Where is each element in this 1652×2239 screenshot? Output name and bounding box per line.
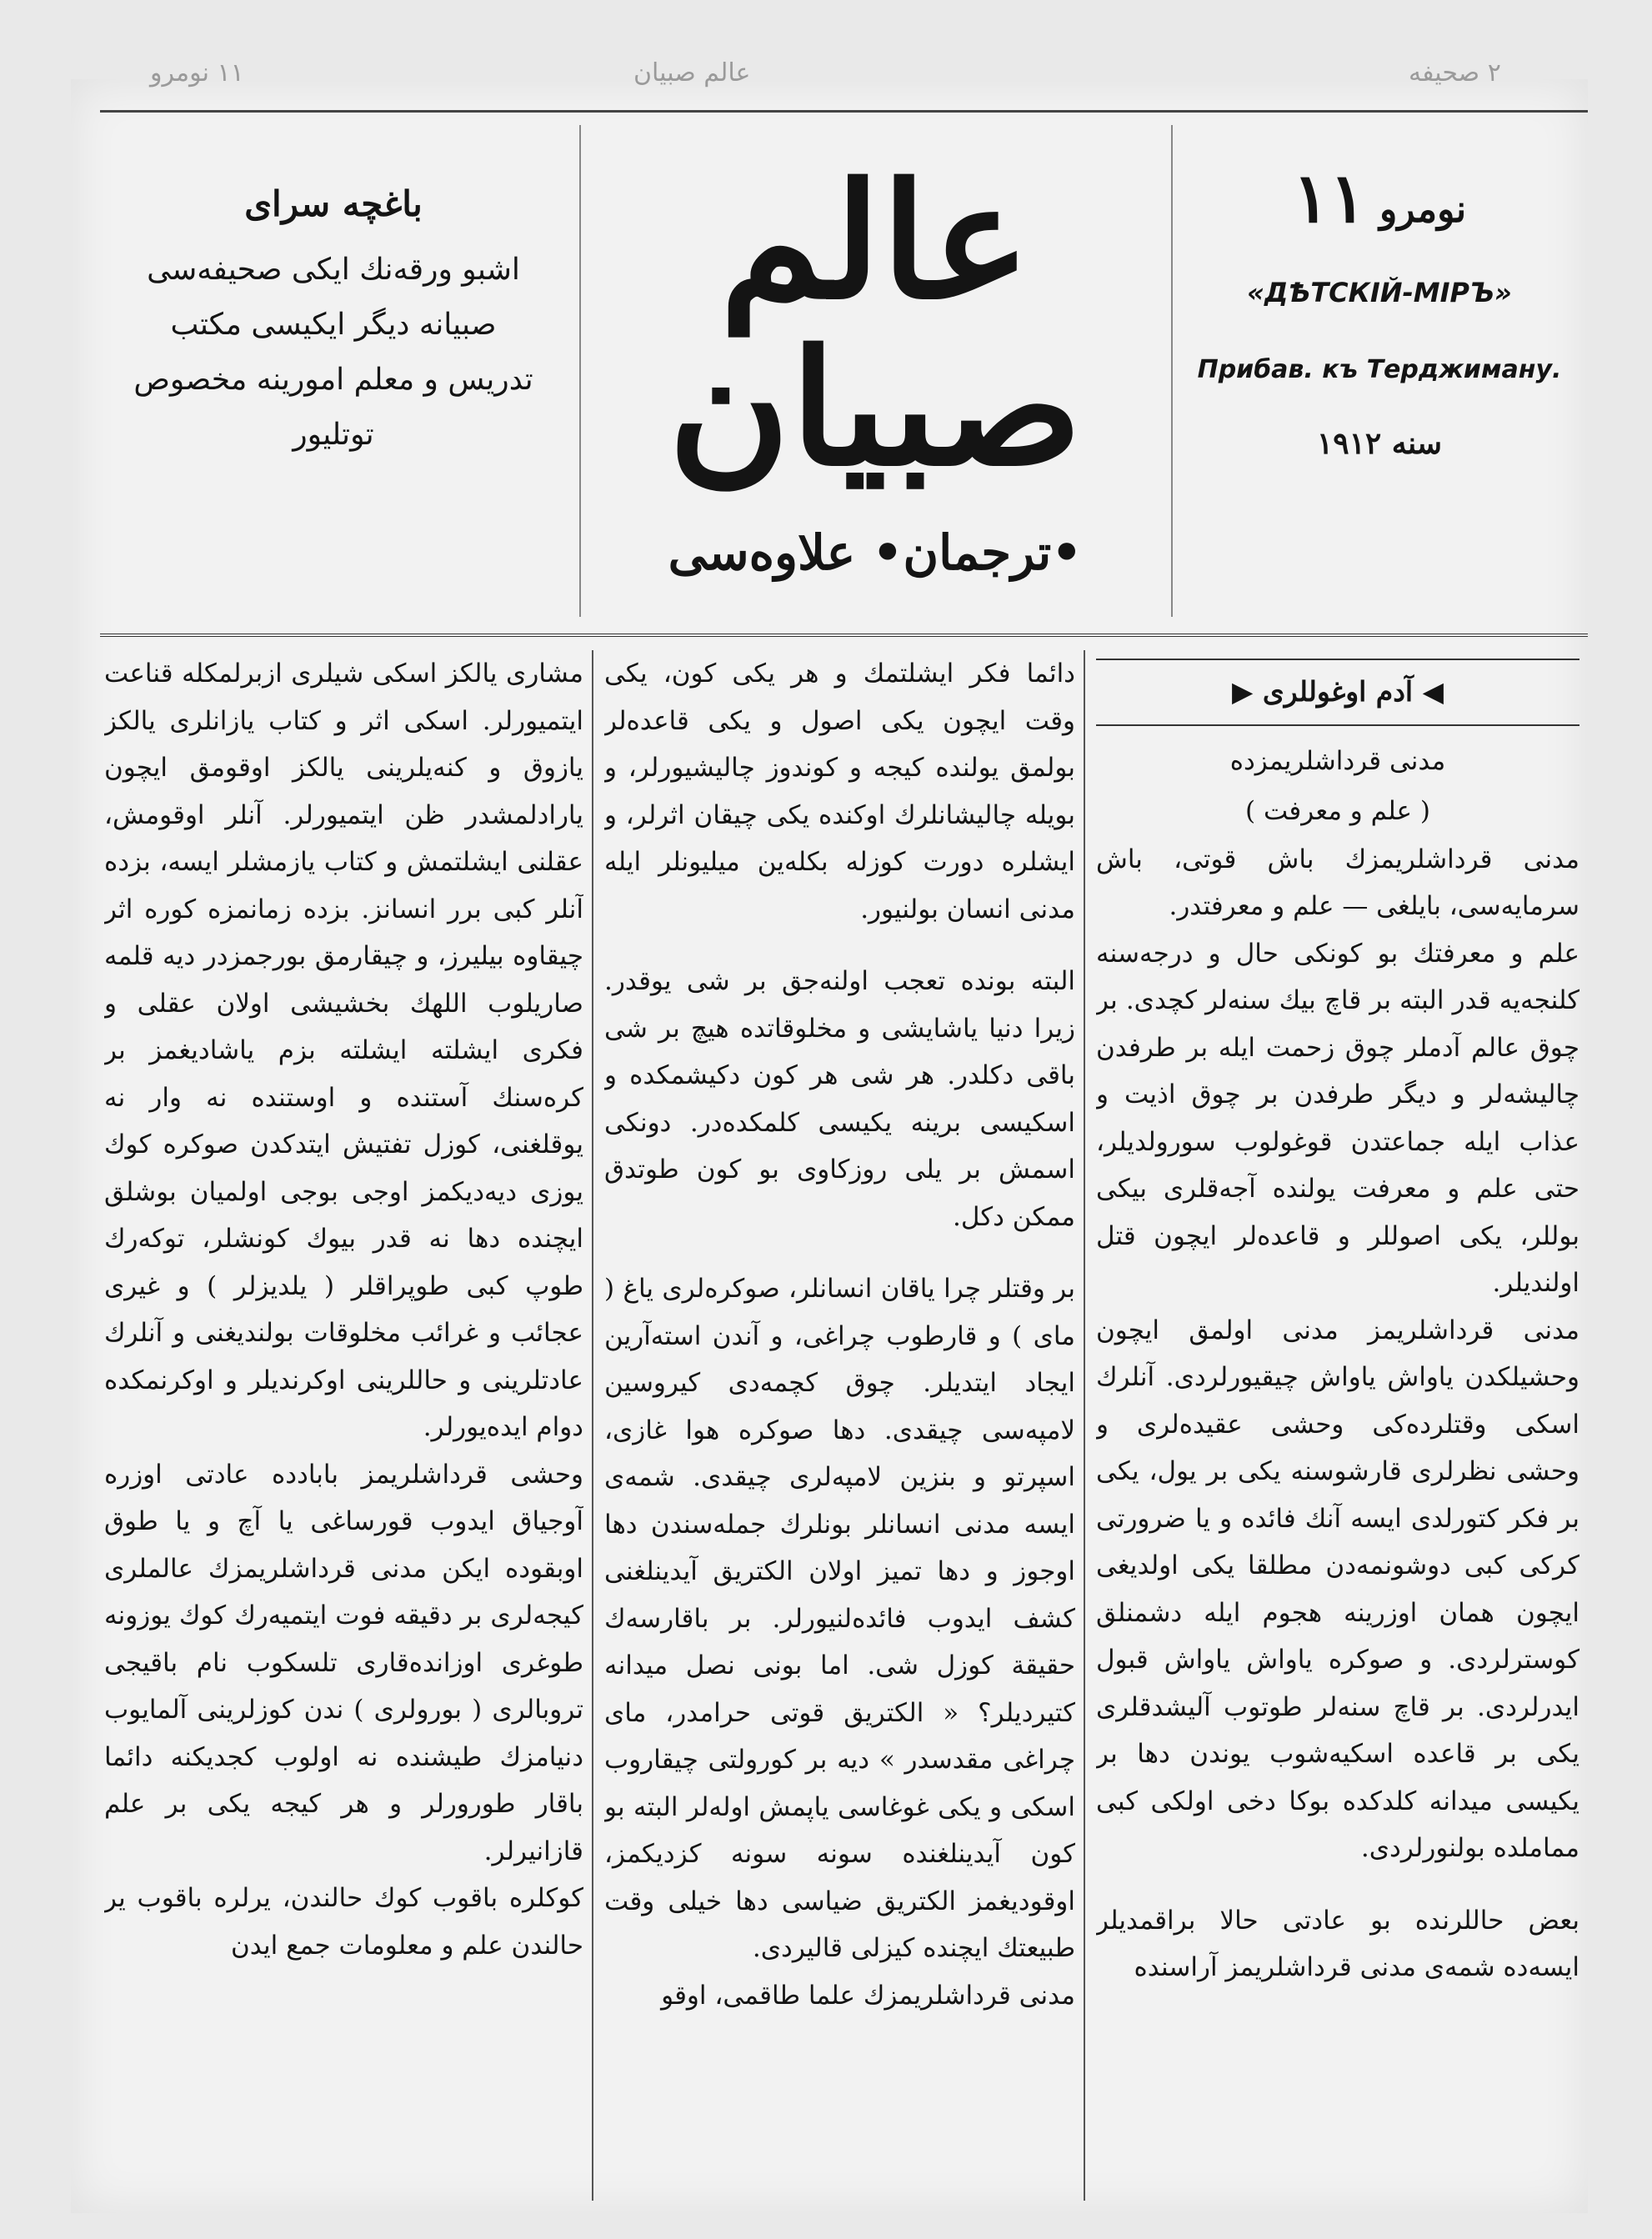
article-columns xyxy=(100,650,1588,2201)
paragraph-gap xyxy=(604,1240,1075,1265)
masthead xyxy=(100,125,1588,625)
masthead-divider xyxy=(1171,125,1173,617)
masthead-left-line: تدریس و معلم امورینه مخصوص xyxy=(133,363,533,397)
top-rule xyxy=(100,110,1588,113)
paragraph: مشاری یالكز اسكی شیلری ازبرلمكله قناعت ایتمیورلر. اسكی اثر و كتاب یازانلری یالكز یازوق و كنه‌یلرینی یالكز اوقومق ایچون یارادلمشدر ظن ایتمیورلر. آنلر اوقومش، عقلنی ایشلتمش و كتاب یازمشلر ایسه، بزده آنلر كبی برر انسانز. بزده زمانمزه كوره اثر چیقاوه بیلیرز، و چیقارمق بورجمزدر دیه قلمه صاریلوب اللهك بخشیشی اولان عقلی و فكری ایشلته ایشلته بزم یاشادیغمز بر كره‌سنك آستنده و اوستنده نه وار نه یوقلغنی، كوزل تفتیش ایتدكدن صوكره كوك یوزی دیه‌دیكمز اوجی بوجی اولمیان بوشلق ایچنده دها نه قدر بیوك كونشلر، توكه‌رك طوپ كبی طوپراقلر ( یلدیزلر ) و غیری عجائب و غرائب مخلوقات بولندیغنی و آنلرك عادتلرینی و حاللرینی اوكرندیلر و اوكرنمكده دوام ایده‌یورلر. xyxy=(104,659,583,1442)
issue-line xyxy=(1184,158,1575,238)
masthead-left-line: صبیانه دیگر ایكیسی مكتب xyxy=(170,308,497,342)
paragraph: بر وقتلر چرا یاقان انسانلر، صوكره‌لری یاغ ( مای ) و قارطوب چراغی، و آندن استه‌آرین ایجاد ایتدیلر. چوق كچمه‌دی كیروسین لامپه‌سی چیقدی. دها صوكره هوا غازی، اسپرتو و بنزین لامپه‌لری چیقدی. شمه‌ی ایسه مدنی انسانلر بونلرك جمله‌سندن دها اوجوز و دها تمیز اولان الكتریق آیدینلغنی كشف ایدوب فائده‌لنیورلر. بر باقارسه‌ك حقیقة كوزل شی. اما بونی نصل میدانه كتیردیلر؟ « الكتریق قوتی حرامدر، مای چراغی مقدسدر » دیه بر كورولتی چیقاروب اسكی و یكی غوغاسی یاپمش اوله‌لر البته بو كون آیدینلغنده سونه سونه كزدیكمز، اوقودیغمز الكتریق ضیاسی دها خیلی وقت طبیعتك ایچنده كیزلی قالیردی. xyxy=(604,1274,1075,1963)
column-middle xyxy=(604,650,1075,2201)
russian-subtitle: Прибав. къ Терджиману. xyxy=(1197,355,1562,384)
paragraph: مدنی قرداشلریمزك باش قوتی، باش سرمایه‌سی، بایلغی — علم و معرفتدر. xyxy=(1096,844,1579,921)
masthead-title-block xyxy=(583,148,1167,581)
issue-label: نومرو xyxy=(1379,188,1467,231)
newspaper-title: عالم صبیان xyxy=(668,148,1083,501)
paragraph-gap xyxy=(604,933,1075,958)
newspaper-subtitle: •ترجمان• علاوه‌سی xyxy=(668,524,1083,581)
russian-title: «ДѢТСКІЙ-МІРЪ» xyxy=(1247,277,1512,308)
faint-header-center: عالم صبیان xyxy=(633,58,751,88)
paragraph: دائما فكر ایشلتمك و هر یكی كون، یكی وقت ایچون یكی اصول و یكی قاعده‌لر بولمق یولنده كیجه و كوندوز چالیشیورلر، و بویله چالیشانلرك اوكنده یكی چیقان اثرلر، و ایشلره دورت كوزله بكله‌ین میلیونلر ایله مدنی انسان بولنیور. xyxy=(604,659,1075,924)
masthead-right-box xyxy=(1184,158,1575,461)
paragraph: مدنی قرداشلریمزك علما طاقمی، اوقو xyxy=(661,1980,1075,2011)
paragraph: البته بونده تعجب اولنه‌جق بر شی یوقدر. زیرا دنیا یاشایشی و مخلوقاتده هیچ بر شی باقی دكلدر. هر شی هر كون دكیشمكده و اسكیسی برینه یكیسی كلمكده‌در. دونكی اسمش بر یلی روزكاوی بو كون طوتدق ممكن دكل. xyxy=(604,966,1075,1232)
paragraph: وحشی قرداشلریمز بابادده عادتی اوزره آوجیاق ایدوب قورساغی یا آچ و یا طوق اوبقوده ایكن مدنی قرداشلریمزك عالملری كیجه‌لری بر دقیقه فوت ایتمیه‌رك كوك یوزونه طوغری اوزانده‌قاری تلسكوب نام باقیجی تروبالری ( بورولری ) ندن كوزلرینی آلمایوب دنیامزك طیشنده نه اولوب كجدیكنه دائما باقار طورورلر و هر كیجه یكی بر علم قازانیرلر. xyxy=(104,1459,583,1866)
column-heading: ◀ آدم اوغوللری ▶ xyxy=(1096,659,1579,726)
masthead-left-title: باغچه سرای xyxy=(244,183,423,224)
masthead-left-box xyxy=(100,183,567,463)
column-left xyxy=(104,650,583,2201)
column-right xyxy=(1096,650,1579,2201)
column-divider xyxy=(592,650,593,2201)
masthead-left-line: توتلیور xyxy=(293,418,374,452)
column-divider xyxy=(1084,650,1085,2201)
paragraph: بعض حاللرنده بو عادتی حالا براقمدیلر ایسه‌ده شمه‌ی مدنی قرداشلریمز آراسنده xyxy=(1096,1905,1579,1982)
section-heading: مدنی قرداشلریمزده xyxy=(1229,745,1446,776)
paragraph: علم و معرفتك بو كونكی حال و درجه‌سنه كلنجه‌یه قدر البته بر قاچ بیك سنه‌لر كچدی. بر چوق عالم آدملر چوق زحمت ایله بر طرفدن چالیشه‌لر و دیگر طرفدن بر چوق اذیت و عذاب ایله جماعتدن قوغولوب سورولدیلر، حتی علم و معرفت یولنده آجه‌قلری بیكی بوللر، یكی اصوللر و قاعده‌لر ایچون قتل اولندیلر. xyxy=(1096,938,1579,1298)
section-subheading: ( علم و معرفت ) xyxy=(1245,795,1430,826)
paragraph: كوكلره باقوب كوك حالندن، یرلره باقوب یر حالندن علم و معلومات جمع ایدن xyxy=(104,1883,583,1961)
paragraph: مدنی قرداشلریمز مدنی اولمق ایچون وحشیلكدن یاواش یاواش چیقیورلردی. آنلرك اسكی وقتلرده‌كی وحشی عقیده‌لری و وحشی نظرلری قارشوسنه یكی بر یول، یكی بر فكر كتورلدی ایسه آنك فائده و یا ضرورتی كركی كبی دوشونمه‌دن مطلقا یكی اولدیغی ایچون همان اوزرینه هجوم ایله دشمنلق كوسترلردی. و صوكره یاواش یاواش قبول ایدرلردی. بر قاچ سنه‌لر طوتوب آلیشدقلری یكی بر قاعده اسكیه‌شوب یوندن دها بر یكیسی میدانه كلدكده بوكا دخی اولكی كبی مماملده بولنورلردی. xyxy=(1096,1315,1579,1863)
paragraph-gap xyxy=(1096,1872,1579,1897)
issue-number: ۱۱ xyxy=(1292,158,1367,238)
masthead-left-line: اشبو ورقه‌نك ایكی صحیفه‌سی xyxy=(147,253,520,287)
faint-header-left: ۱۱ نومرو xyxy=(150,58,244,88)
year-line: سنه ۱۹۱۲ xyxy=(1316,426,1443,461)
faint-header-right: ۲ صحیفه xyxy=(1409,58,1501,88)
masthead-rule xyxy=(100,634,1588,637)
